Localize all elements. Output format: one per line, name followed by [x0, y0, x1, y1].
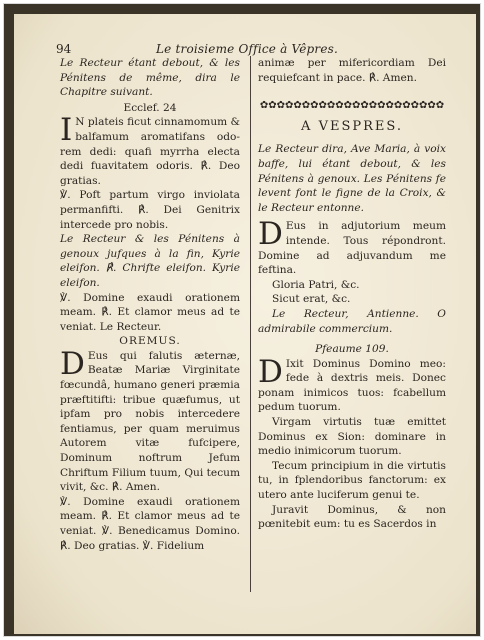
- psalm-verse-tecum: Tecum principium in die virtutis tu, in fplendoribus fanctorum: ex utero ante luciferum genui te.: [258, 459, 446, 502]
- gloria-patri: Gloria Patri, &c.: [272, 278, 360, 291]
- kyrie-rubric: Le Recteur & les Pénitens à genoux jufques à la fin, Kyrie eleifon. ℟. Chrifte eleifon. Kyrie eleifon.: [60, 233, 240, 289]
- scripture-reference: Ecclef. 24: [123, 101, 177, 114]
- sicut-erat: Sicut erat, &c.: [272, 293, 351, 306]
- collect-prayer: [60, 345, 240, 495]
- drop-cap-d-left: D: [60, 345, 85, 382]
- vespers-rubric: Le Recteur dira, Ave Maria, à voix baffe, lui étant debout, & les Pénitens à genoux. Les Pénitens fe levent font le figne de la Croix, & le Recteur entonne.: [258, 143, 446, 214]
- drop-cap-d-deus: D: [258, 216, 283, 253]
- drop-cap-i: I: [60, 112, 73, 149]
- psalm-verse-virgam: Virgam virtutis tuæ emittet Dominus ex Sion: dominare in medio inimicorum tuorum.: [258, 416, 446, 458]
- collect-body: Eus qui falutis æternæ, Beatæ Mariæ Virginitate fœcundâ, humano generi præmia præftitifti: tribue quæfumus, ut ipfam pro nobis intercedere fentiamus, per quam meruimus Autorem vitæ fufcipere, Dominum noftrum Jefum Chriftum Filium tuum, Qui tecum vivit, &c. ℟. Amen.: [60, 349, 240, 494]
- deus-body: Eus in adjutorium meum intende. Tous répondront. Domine ad adjuvandum me feftina.: [258, 220, 446, 277]
- psalm-verse-1: [258, 353, 446, 415]
- continuation-text: animæ per mifericordiam Dei requiefcant in pace. ℟. Amen.: [258, 57, 446, 84]
- psalm-heading: Pfeaume 109.: [315, 343, 389, 356]
- page-number: 94: [56, 42, 72, 56]
- book-page: [14, 14, 476, 634]
- left-column: [60, 56, 240, 553]
- drop-cap-d-psalm: D: [258, 353, 283, 390]
- chapter-body: N plateis ficut cinnamomum & balfamum aromatifans odo-rem dedi: quafi myrrha electa dedi fuavitatem odoris. ℟. Deo gratias.: [60, 116, 240, 187]
- deus-in-adjutorium: [258, 216, 446, 277]
- right-column: [258, 56, 446, 532]
- photo-frame: [4, 4, 480, 636]
- antiphon-rubric: Le Recteur, Antienne. O admirabile commercium.: [258, 307, 446, 335]
- section-title: A VESPRES.: [301, 118, 403, 134]
- ornament-band: ✿✿✿✿✿✿✿✿✿✿✿✿✿✿✿✿✿✿✿✿✿✿: [259, 100, 445, 112]
- versicle-domine-exaudi: ℣. Domine exaudi orationem meam. ℟. Et clamor meus ad te veniat. Le Recteur.: [60, 291, 240, 333]
- oremus-heading: OREMUS.: [119, 335, 181, 348]
- versicle-post-partum: ℣. Poft partum virgo inviolata permanfifti. ℟. Dei Genitrix intercede pro nobis.: [60, 189, 240, 231]
- psalm-verse-juravit: Juravit Dominus, & non pœnitebit eum: tu es Sacerdos in: [258, 503, 446, 531]
- versicle-benedicamus: ℣. Domine exaudi orationem meam. ℟. Et clamor meus ad te veniat. ℣. Benedicamus Domino. ℟. Deo gratias. ℣. Fidelium: [60, 495, 240, 552]
- psalm-verse-1-body: Ixit Dominus Domino meo: fede à dextris meis. Donec ponam inimicos tuos: fcabellum pedum tuorum.: [258, 357, 446, 414]
- running-title: Le troisieme Office à Vêpres.: [156, 42, 339, 56]
- intro-rubric: Le Recteur étant debout, & les Pénitens de même, dira le Chapitre suivant.: [60, 57, 240, 99]
- column-divider: [250, 56, 251, 592]
- chapter-text: [60, 112, 240, 188]
